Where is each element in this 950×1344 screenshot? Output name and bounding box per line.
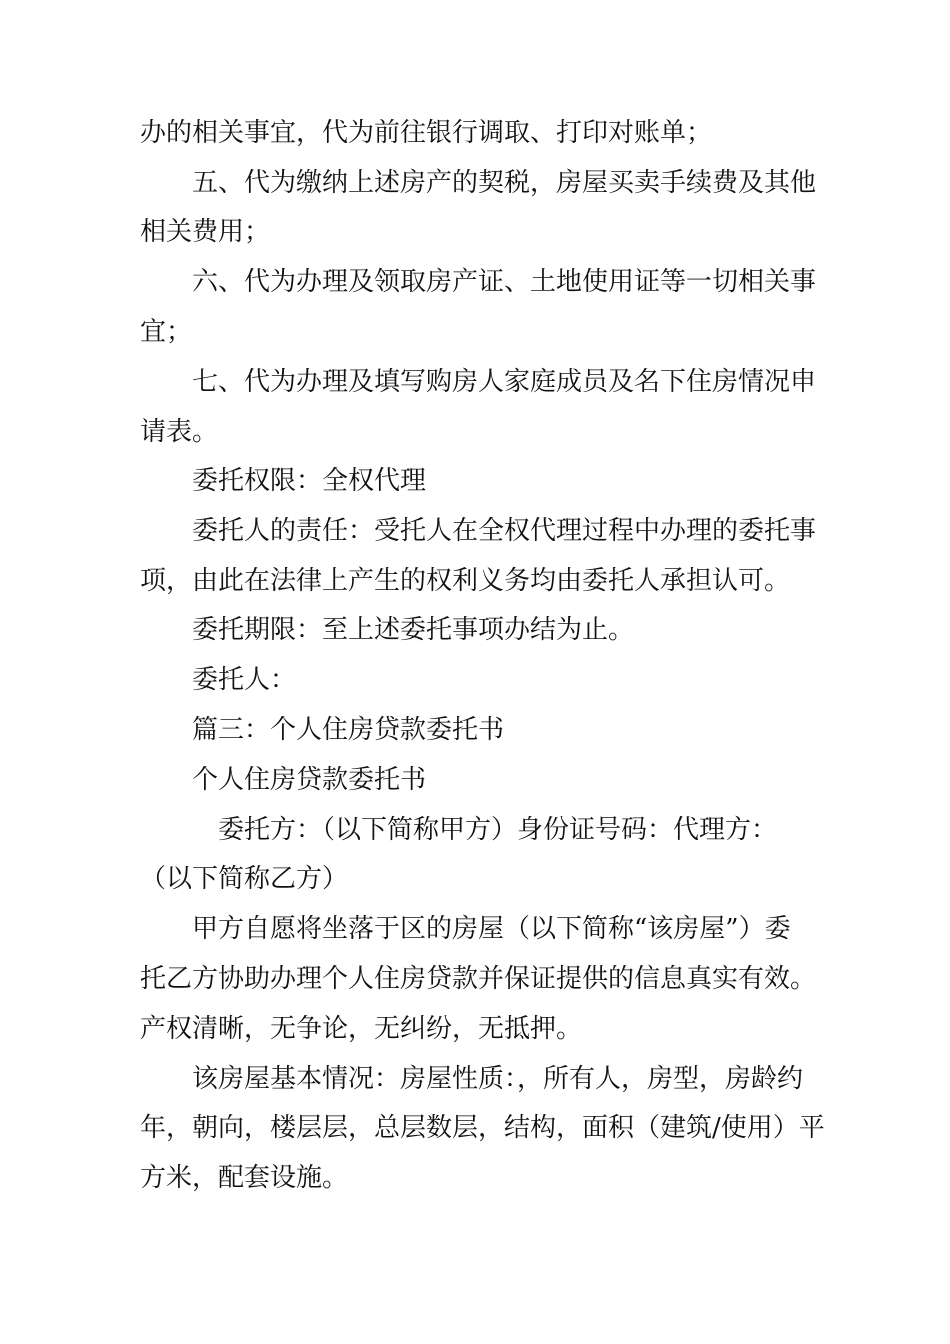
section-heading: 篇三：个人住房贷款委托书 <box>192 715 505 745</box>
text-line: 项，由此在法律上产生的权利义务均由委托人承担认可。 <box>140 566 791 596</box>
text-line: 方米，配套设施。 <box>140 1163 349 1193</box>
text-line: 甲方自愿将坐落于区的房屋（以下简称“该房屋”）委 <box>192 914 791 944</box>
text-line: 相关费用； <box>140 217 271 247</box>
text-line: 办的相关事宜，代为前往银行调取、打印对账单； <box>140 118 713 148</box>
text-line: 委托人的责任：受托人在全权代理过程中办理的委托事 <box>192 516 817 546</box>
document-title: 个人住房贷款委托书 <box>192 765 427 795</box>
text-line: 五、代为缴纳上述房产的契税，房屋买卖手续费及其他 <box>192 168 817 198</box>
text-line: 七、代为办理及填写购房人家庭成员及名下住房情况申 <box>192 367 817 397</box>
text-line: 年，朝向，楼层层，总层数层，结构，面积（建筑/使用）平 <box>140 1113 825 1143</box>
text-line: （以下简称乙方） <box>140 864 349 894</box>
text-line: 托乙方协助办理个人住房贷款并保证提供的信息真实有效。 <box>140 964 817 994</box>
text-line: 请表。 <box>140 417 219 447</box>
text-line: 六、代为办理及领取房产证、土地使用证等一切相关事 <box>192 267 817 297</box>
text-line: 委托权限：全权代理 <box>192 466 427 496</box>
text-line: 委托期限：至上述委托事项办结为止。 <box>192 615 635 645</box>
text-line: 委托人： <box>192 665 297 695</box>
text-line: 宜； <box>140 317 193 347</box>
text-line: 该房屋基本情况：房屋性质：，所有人，房型，房龄约 <box>192 1064 804 1094</box>
text-line: 产权清晰，无争论，无纠纷，无抵押。 <box>140 1014 583 1044</box>
text-line: 委托方：（以下简称甲方）身份证号码：代理方： <box>218 815 778 845</box>
